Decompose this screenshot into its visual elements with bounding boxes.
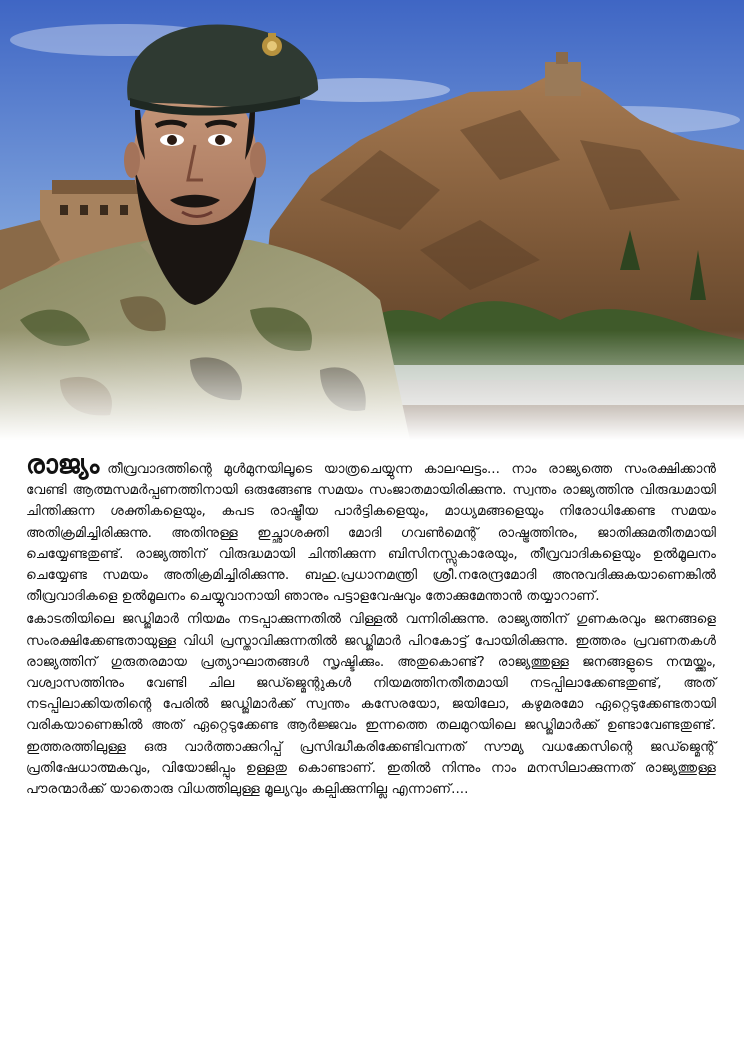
- hero-illustration: [0, 0, 744, 440]
- hilltop-fort: [545, 62, 581, 96]
- lead-word: രാജ്യം: [26, 450, 100, 480]
- hero-photo: [0, 0, 744, 440]
- article-body: [26, 452, 716, 800]
- paragraph-1-text: തീവ്രവാദത്തിന്റെ മുൾമുനയിലൂടെ യാത്രചെയ്യുന്ന കാലഘട്ടം... നാം രാജ്യത്തെ സംരക്ഷിക്കാൻ വേണ്ടി ആത്മസമർപ്പണത്തിനായി ഒരുങ്ങേണ്ട സമയം സംജാതമായിരിക്കുന്നു. സ്വന്തം രാജ്യത്തിനു വിരുദ്ധമായി ചിന്തിക്കുന്ന ശക്തികളെയും, കപട രാഷ്ട്രീയ പാർട്ടികളെയും, മാധ്യമങ്ങളെയും നിരോധിക്കേണ്ട സമയം അതിക്രമിച്ചിരിക്കുന്നു. അതിനുള്ള ഇച്ഛാശക്തി മോദി ഗവൺമെന്റ് രാഷ്ട്രത്തിനും, ജാതിക്കുമതീതമായി ചെയ്യേണ്ടതുണ്ട്. രാജ്യത്തിന് വിരുദ്ധമായി ചിന്തിക്കുന്ന ബിസിനസ്സുകാരേയും, തീവ്രവാദികളെയും ഉൽമൂലനം ചെയ്യേണ്ട സമയം അതിക്രമിച്ചിരിക്കുന്നു. ബഹു.പ്രധാനമന്ത്രി ശ്രീ.നരേന്ദ്രമോദി അനുവദിക്കുകയാണെങ്കിൽ തീവ്രവാദികളെ ഉൽമൂലനം ചെയ്യുവാനായി ഞാനും പട്ടാളവേഷവും തോക്കുമേന്താൻ തയ്യാറാണ്.: [26, 461, 716, 605]
- article-paragraph-2: കോടതിയിലെ ജഡ്ജിമാർ നിയമം നടപ്പാക്കുന്നതിൽ വിള്ളൽ വന്നിരിക്കുന്നു. രാജ്യത്തിന് ഗുണകരവും ജനങ്ങളെ സംരക്ഷിക്കേണ്ടതായുള്ള വിധി പ്രസ്താവിക്കുന്നതിൽ ജഡ്ജിമാർ പിറകോട്ട് പോയിരിക്കുന്നു. ഇത്തരം പ്രവണതകൾ രാജ്യത്തിന് ഗുരുതരമായ പ്രത്യാഘാതങ്ങൾ സൃഷ്ടിക്കും. അതുകൊണ്ട്? രാജ്യത്തുള്ള ജനങ്ങളുടെ നന്മയ്ക്കും, വശ്വാസത്തിനും വേണ്ടി ചില ജഡ്ജ്മെന്റുകൾ നിയമത്തിനതീതമായി നടപ്പിലാക്കേണ്ടതുണ്ട്, അത് നടപ്പിലാക്കിയതിന്റെ പേരിൽ ജഡ്ജിമാർക്ക് സ്വന്തം കസേരയോ, ജയിലോ, കഴുമരമോ ഏറ്റെടുക്കേണ്ടതായി വരികയാണെങ്കിൽ അത് ഏറ്റെടുക്കേണ്ട ആർജ്ജവം ഇന്നത്തെ തലമുറയിലെ ജഡ്ജിമാർക്ക് ഉണ്ടാവേണ്ടതുണ്ട്. ഇത്തരത്തിലുള്ള ഒരു വാർത്താക്കുറിപ്പ് പ്രസിദ്ധീകരിക്കേണ്ടിവന്നത് സൗമ്യ വധക്കേസിന്റെ ജഡ്ജ്മെന്റ് പ്രതിഷേധാത്മകവും, വിയോജിപ്പും ഉള്ളതു കൊണ്ടാണ്. ഇതിൽ നിന്നും നാം മനസിലാക്കുന്നത് രാജ്യത്തുള്ള പൗരന്മാർക്ക് യാതൊരു വിധത്തിലുള്ള മൂല്യവും കല്പിക്കുന്നില്ല എന്നാണ്....: [26, 611, 716, 798]
- article-paragraph-1: [26, 452, 716, 607]
